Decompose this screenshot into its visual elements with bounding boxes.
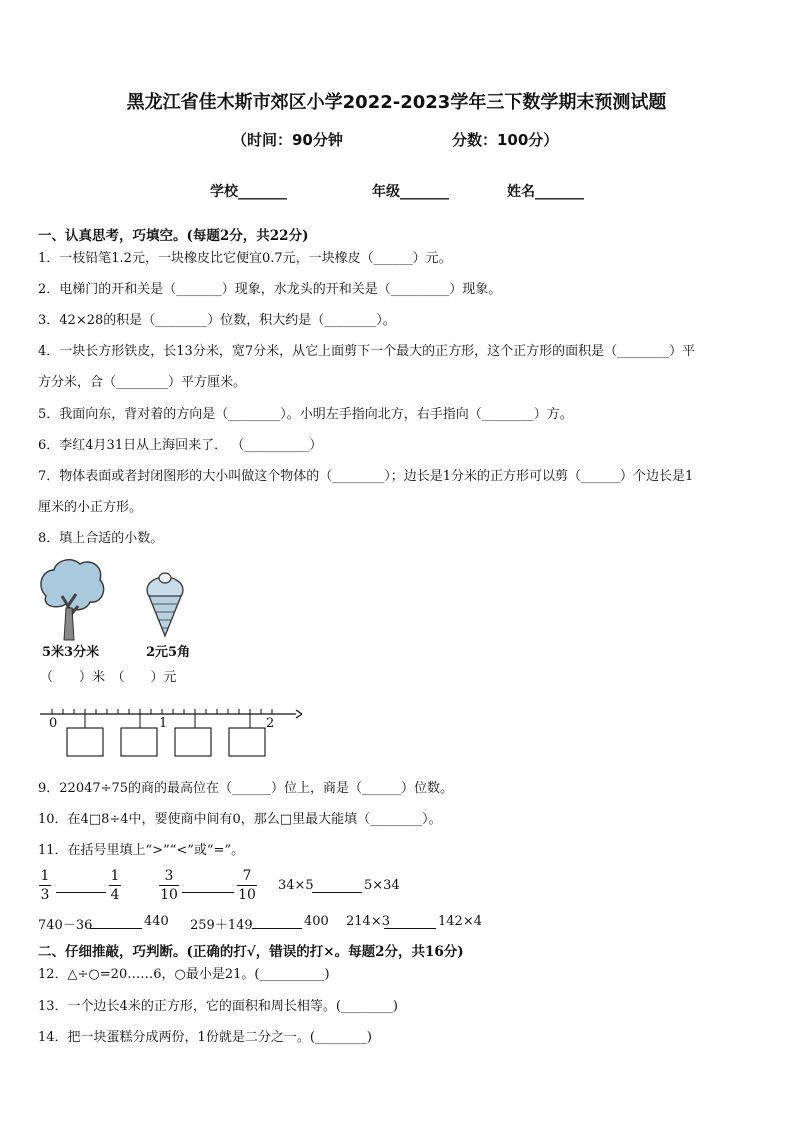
- fraction: [109, 867, 121, 904]
- answer-blank[interactable]: [56, 892, 106, 893]
- answer-blank[interactable]: [90, 928, 142, 929]
- ice-cream-caption: 2元5角: [146, 645, 191, 660]
- fraction-numerator: 7: [237, 867, 257, 886]
- expression: 400: [304, 914, 329, 929]
- question-3: 3．42×28的积是（________）位数，积大约是（________）。: [38, 313, 396, 328]
- question-7-line-1: 7．物体表面或者封闭图形的大小叫做这个物体的（________）；边长是1分米的正方形可以剪（______）个边长是1: [38, 469, 694, 484]
- exam-time: （时间：90分钟: [232, 131, 343, 149]
- question-14: 14．把一块蛋糕分成两份，1份就是二分之一。(________): [38, 1030, 372, 1045]
- fraction: [39, 867, 51, 904]
- expression: 259＋149: [190, 918, 253, 933]
- number-line: [38, 704, 302, 760]
- page-title: 黑龙江省佳木斯市郊区小学2022-2023学年三下数学期末预测试题: [126, 92, 667, 113]
- expression: 5×34: [364, 878, 400, 893]
- question-6: 6．李红4月31日从上海回来了． （__________）: [38, 438, 323, 453]
- question-12: 12．△÷○=20……6，○最小是21。(__________): [38, 967, 330, 982]
- tree-icon: [36, 556, 108, 642]
- fraction-denominator: 4: [110, 887, 120, 903]
- question-10: 10．在4□8÷4中，要使商中间有0，那么□里最大能填（________）。: [38, 812, 442, 827]
- fraction-denominator: 3: [40, 887, 50, 903]
- expression: 214×3: [346, 914, 390, 929]
- fraction-numerator: 1: [40, 868, 50, 884]
- expression: 440: [144, 914, 169, 929]
- answer-blank[interactable]: [182, 892, 234, 893]
- question-1: 1．一枝铅笔1.2元，一块橡皮比它便宜0.7元，一块橡皮（______）元。: [38, 251, 452, 266]
- tree-caption: 5米3分米: [42, 645, 100, 660]
- name-field: 姓名_______: [507, 184, 584, 200]
- question-2: 2．电梯门的开和关是（_______）现象，水龙头的开和关是（_________）现象。: [38, 282, 502, 297]
- fraction: [237, 867, 257, 904]
- exam-score: 分数：100分）: [452, 131, 559, 149]
- expression: 34×5: [278, 878, 314, 893]
- question-11: 11．在括号里填上“>”“<”或“=”。: [38, 843, 245, 858]
- answer-blank[interactable]: [312, 892, 362, 893]
- question-5: 5．我面向东，背对着的方向是（________）。小明左手指向北方，右手指向（________）方。: [38, 407, 573, 422]
- question-4-line-2: 方分米，合（________）平方厘米。: [38, 375, 247, 390]
- fraction-denominator: 10: [238, 887, 256, 903]
- fraction: [159, 867, 179, 904]
- section-1-heading: 一、认真思考，巧填空。(每题2分，共22分): [38, 228, 309, 244]
- expression: 740－36: [38, 918, 93, 933]
- question-4-line-1: 4．一块长方形铁皮，长13分米，宽7分米，从它上面剪下一个最大的正方形，这个正方形的面积是（________）平: [38, 344, 696, 359]
- question-9: 9．22047÷75的商的最高位在（______）位上，商是（______）位数。: [38, 781, 454, 796]
- question-8-answer-line: （ ）米 （ ）元: [40, 670, 177, 685]
- expression: 142×4: [438, 914, 482, 929]
- fraction-numerator: 1: [110, 868, 120, 884]
- section-2-heading: 二、仔细推敲，巧判断。(正确的打√，错误的打×。每题2分，共16分): [38, 944, 464, 960]
- number-line-label-2: 2: [266, 716, 275, 731]
- question-7-line-2: 厘米的小正方形。: [38, 500, 143, 515]
- ice-cream-icon: [140, 570, 190, 638]
- school-field: 学校_______: [210, 184, 287, 200]
- number-line-label-1: 1: [159, 716, 168, 731]
- answer-blank[interactable]: [384, 928, 436, 929]
- question-13: 13．一个边长4米的正方形，它的面积和周长相等。(________): [38, 999, 398, 1014]
- grade-field: 年级_______: [372, 184, 449, 200]
- question-8: 8．填上合适的小数。: [38, 531, 164, 546]
- fraction-denominator: 10: [160, 887, 178, 903]
- fraction-numerator: 3: [159, 867, 179, 886]
- answer-blank[interactable]: [252, 928, 302, 929]
- number-line-label-0: 0: [49, 716, 58, 731]
